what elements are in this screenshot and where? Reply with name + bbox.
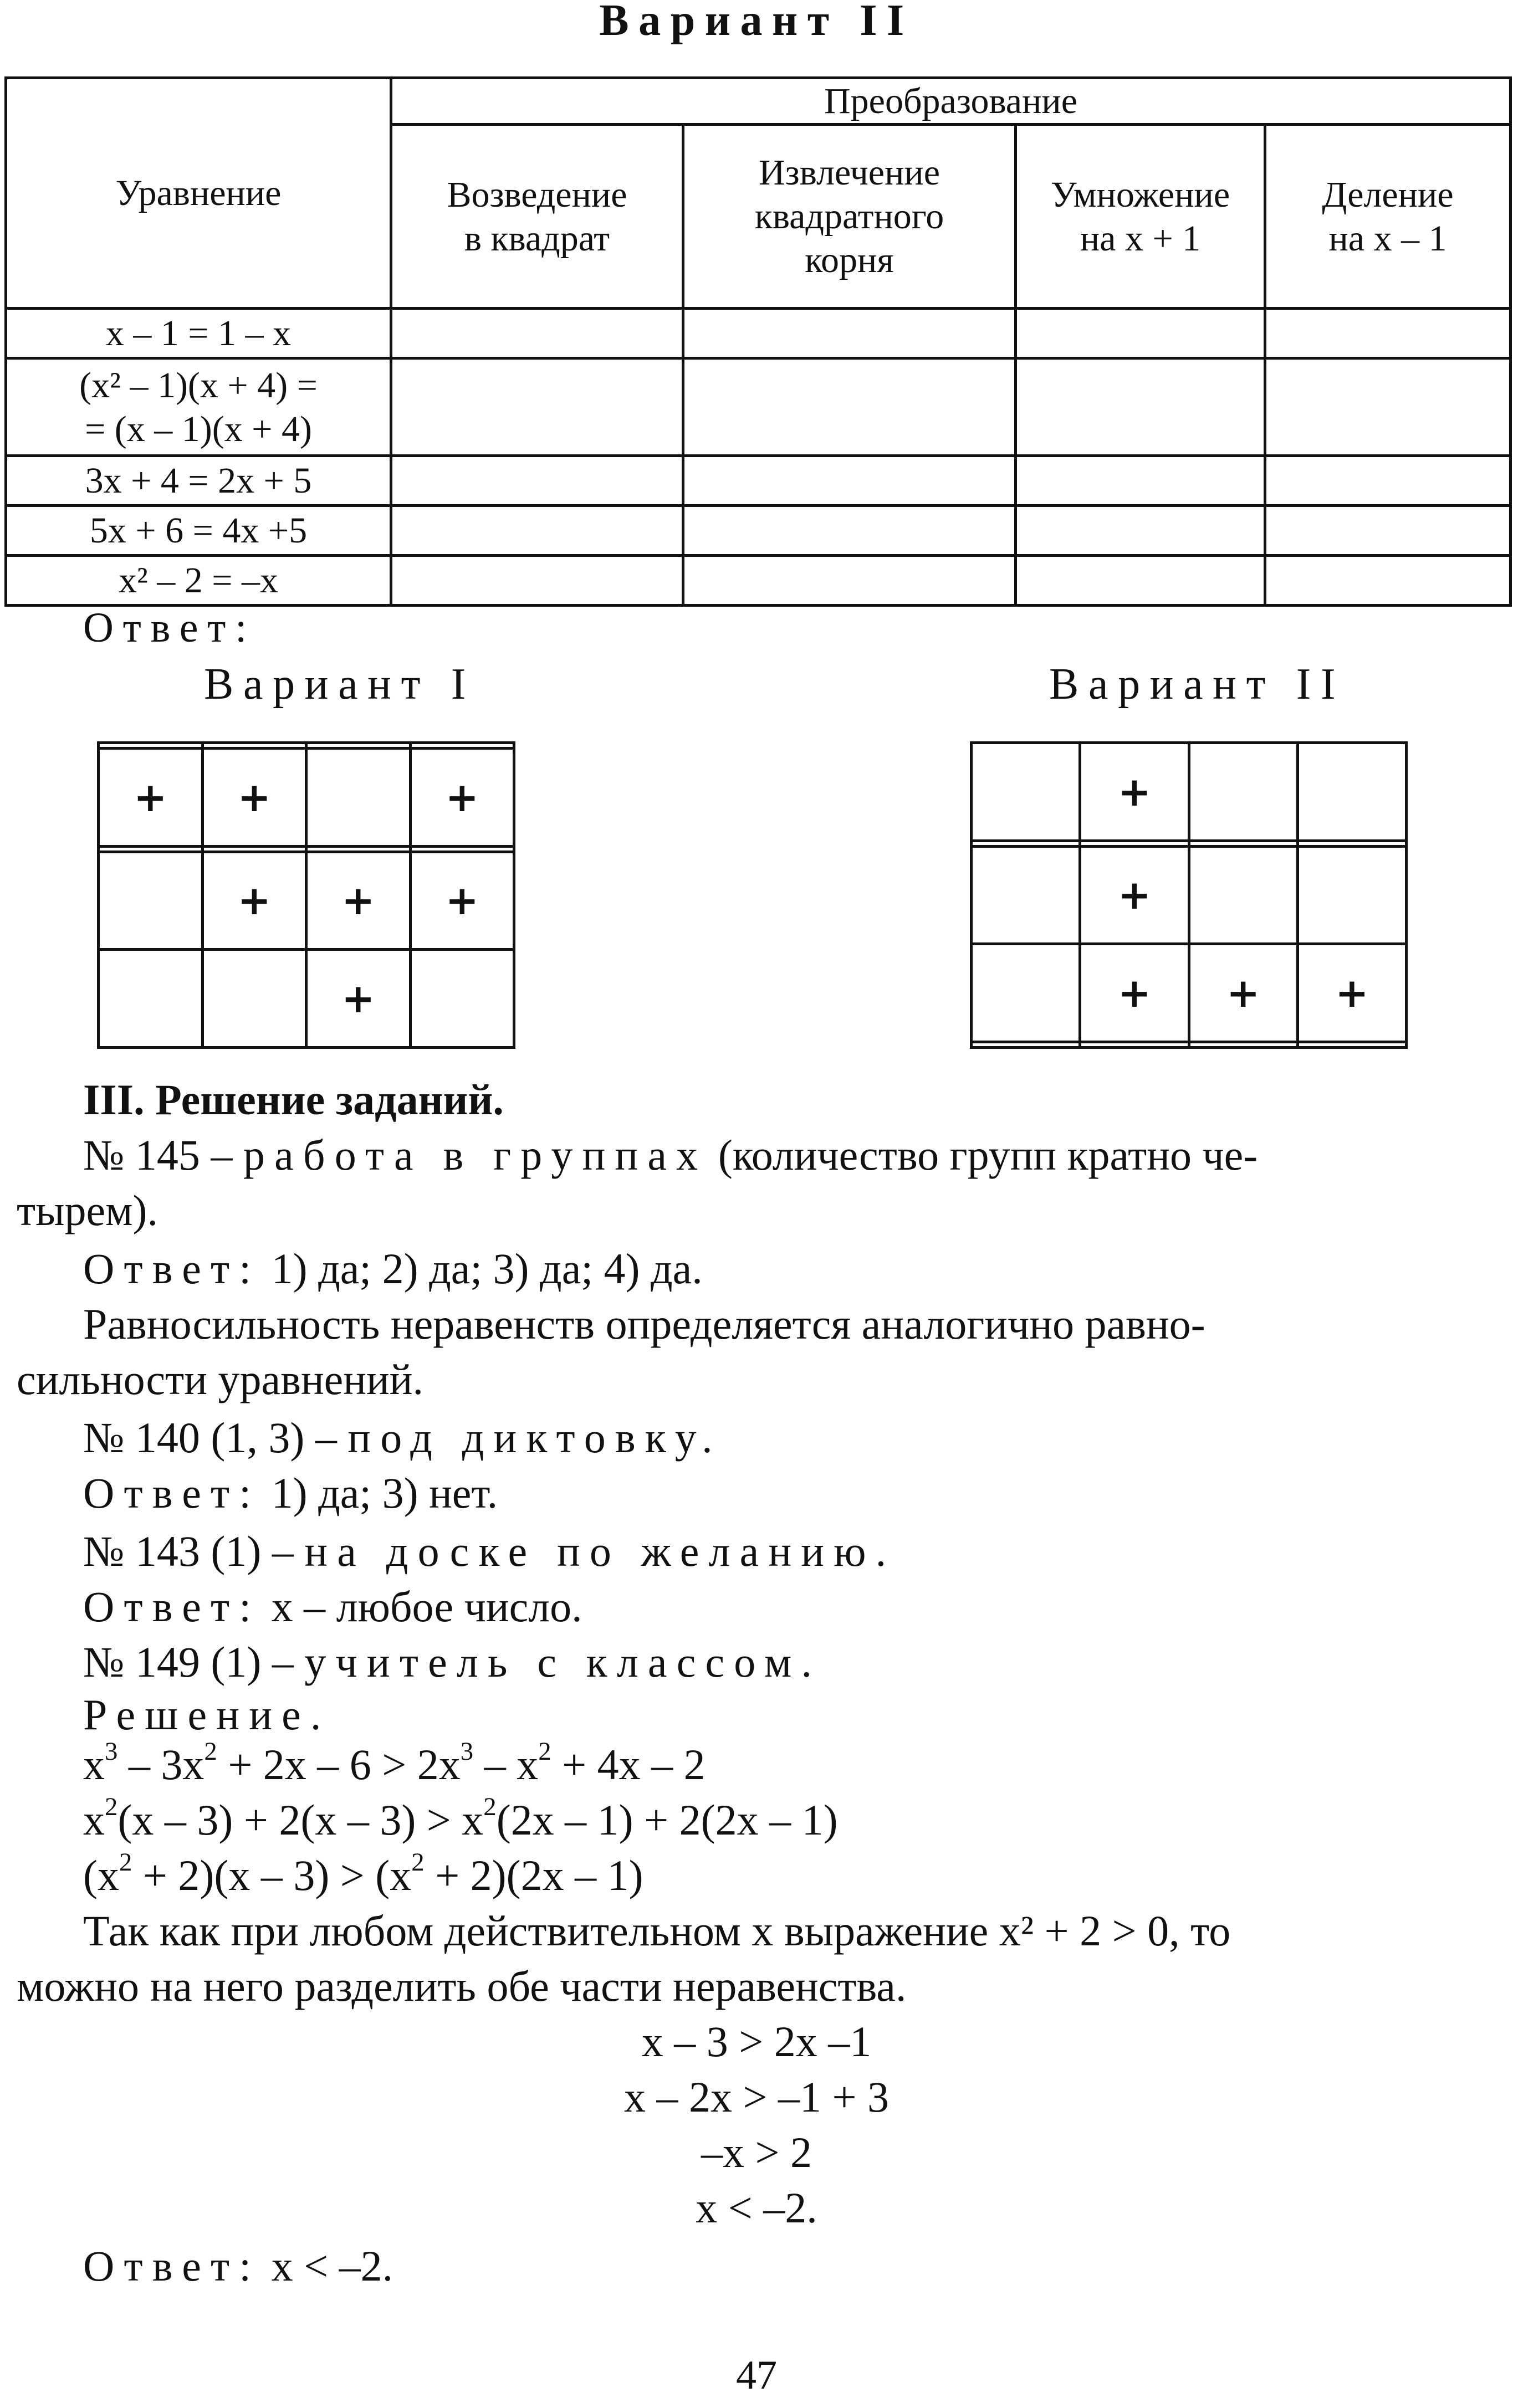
grid2-title: Вариант II xyxy=(1049,660,1346,709)
equation-cell: 3x + 4 = 2x + 5 xyxy=(6,456,391,506)
equation-cell: (x² – 1)(x + 4) = = (x – 1)(x + 4) xyxy=(6,358,391,456)
table-row xyxy=(6,309,1511,358)
math-line-1: $x^3 - 3x^2 + 2x - 6 > 2x^3 - x^2 + 4x - 2$ xyxy=(83,1736,706,1789)
grid1-title: Вариант I xyxy=(204,660,476,709)
step-1: x – 3 > 2x –1 xyxy=(641,2017,872,2066)
section-heading: III. Решение заданий. xyxy=(83,1075,504,1124)
answer-145: Ответ: 1) да; 2) да; 3) да; 4) да. xyxy=(83,1244,703,1293)
answer-140: Ответ: 1) да; 3) нет. xyxy=(83,1469,498,1517)
because-line2: можно на него разделить обе части неравенства. xyxy=(17,1962,907,2010)
equation-cell: x – 1 = 1 – x xyxy=(6,309,391,358)
equation-cell: 5x + 6 = 4x +5 xyxy=(6,506,391,556)
header-multiply: Умножение на x + 1 xyxy=(1016,125,1265,309)
solution-label: Решение. xyxy=(83,1690,331,1739)
transformation-table xyxy=(4,76,1512,607)
equivalence-text-line2: сильности уравнений. xyxy=(17,1355,424,1403)
task-143: № 143 (1) – на доске по желанию. xyxy=(83,1527,896,1575)
because-line1: Так как при любом действительном x выражение x² + 2 > 0, то xyxy=(83,1907,1231,1955)
math-line-2: $x^2(x - 3) + 2(x - 3) > x^2(2x - 1) + 2(2x - 1)$ xyxy=(83,1792,838,1844)
equivalence-text-line1: Равносильность неравенств определяется аналогично равно- xyxy=(83,1300,1205,1348)
table-row xyxy=(6,506,1511,556)
table-row xyxy=(6,456,1511,506)
table-row xyxy=(6,358,1511,456)
table-row xyxy=(6,556,1511,606)
math-line-3: $(x^2 + 2)(x - 3) > (x^2 + 2)(2x - 1)$ xyxy=(83,1847,643,1899)
answer-143: Ответ: x – любое число. xyxy=(83,1582,582,1631)
header-transformation: Преобразование xyxy=(391,78,1511,125)
header-sqrt: Извлечение квадратного корня xyxy=(683,125,1016,309)
page-number: 47 xyxy=(736,2353,777,2398)
header-square: Возведение в квадрат xyxy=(391,125,683,309)
answer-grid-variant-1: + + + + + + + xyxy=(97,741,515,1049)
step-4: x < –2. xyxy=(696,2184,817,2232)
step-2: x – 2x > –1 + 3 xyxy=(624,2073,889,2121)
step-3: –x > 2 xyxy=(701,2128,812,2176)
task-140: № 140 (1, 3) – под диктовку. xyxy=(83,1413,722,1462)
header-equation: Уравнение xyxy=(6,78,391,309)
header-divide: Деление на x – 1 xyxy=(1265,125,1511,309)
variant-title: Вариант II xyxy=(599,0,914,45)
task-145: № 145 – работа в группах (количество групп кратно че- xyxy=(83,1131,1258,1179)
task-145-cont: тырем). xyxy=(17,1186,158,1234)
final-answer: Ответ: x < –2. xyxy=(83,2242,393,2290)
task-149: № 149 (1) – учитель с классом. xyxy=(83,1638,822,1686)
answer-label: Ответ: xyxy=(83,604,256,651)
answer-grid-variant-2: + + + + + xyxy=(970,741,1408,1049)
equation-cell: x² – 2 = –x xyxy=(6,556,391,606)
